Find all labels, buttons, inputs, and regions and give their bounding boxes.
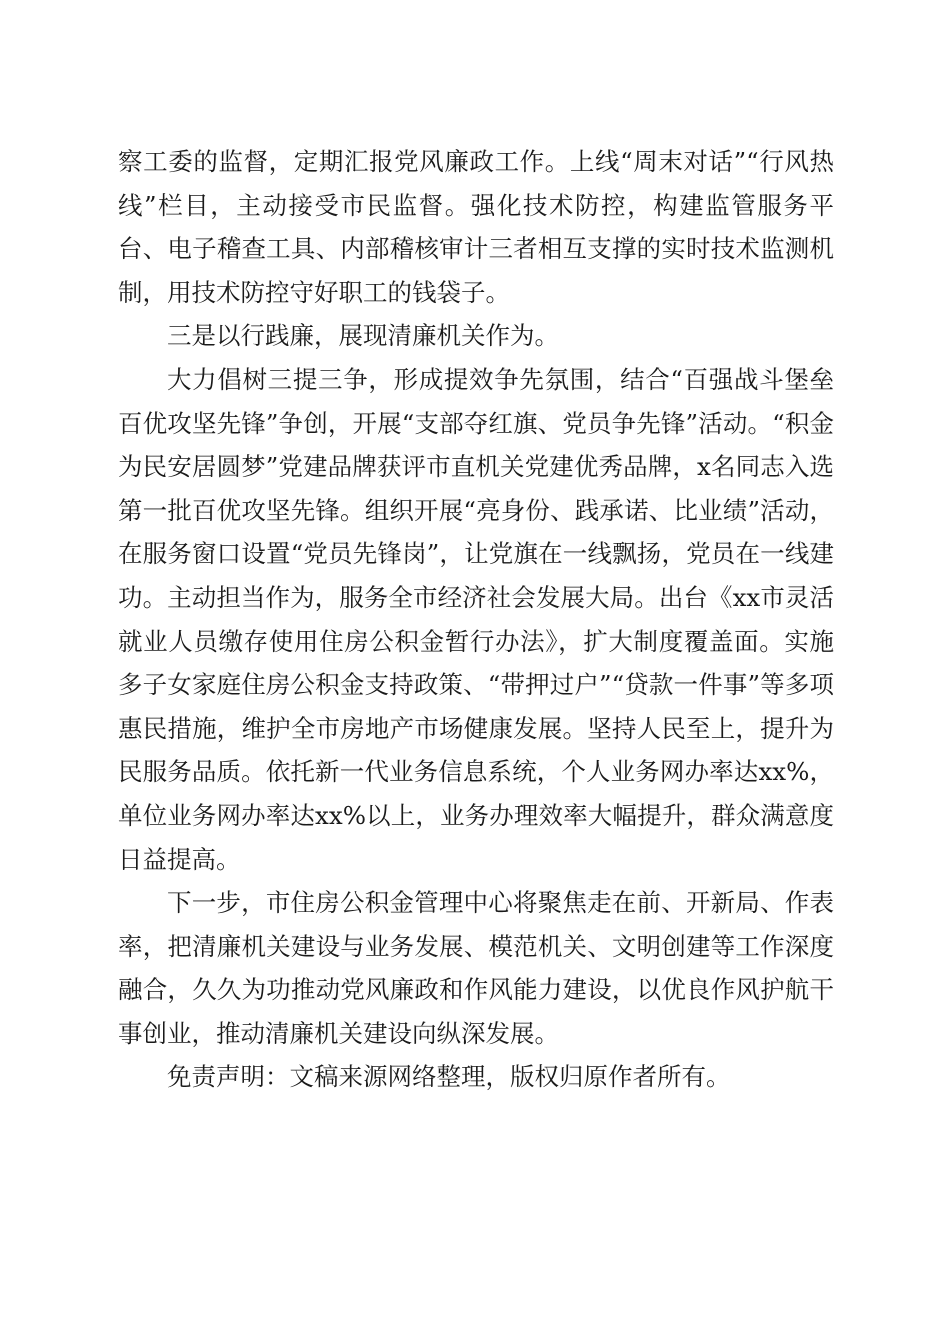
section-heading: 三是以行践廉，展现清廉机关作为。 bbox=[167, 321, 559, 351]
paragraph-practice: 大力倡树三提三争，形成提效争先氛围，结合“百强战斗堡垒百优攻坚先锋”争创，开展“支部夺红旗、党员争先锋”活动。“积金为民安居圆梦”党建品牌获评市直机关党建优秀品牌，x名同志入选第一批百优攻坚先锋。组织开展“亮身份、践承诺、比业绩”活动，在服务窗口设置“党员先锋岗”，让党旗在一线飘扬，党员在一线建功。主动担当作为，服务全市经济社会发展大局。出台《xx市灵活就业人员缴存使用住房公积金暂行办法》，扩大制度覆盖面。实施多子女家庭住房公积金支持政策、“带押过户”“贷款一件事”等多项惠民措施，维护全市房地产市场健康发展。坚持人民至上，提升为民服务品质。依托新一代业务信息系统，个人业务网办率达xx%，单位业务网办率达xx%以上，业务办理效率大幅提升，群众满意度日益提高。 bbox=[118, 364, 834, 874]
document-page bbox=[118, 140, 834, 1099]
disclaimer: 免责声明：文稿来源网络整理，版权归原作者所有。 bbox=[167, 1062, 731, 1092]
paragraph-next-step: 下一步，市住房公积金管理中心将聚焦走在前、开新局、作表率，把清廉机关建设与业务发展、模范机关、文明创建等工作深度融合，久久为功推动党风廉政和作风能力建设，以优良作风护航干事创业，推动清廉机关建设向纵深发展。 bbox=[118, 888, 834, 1048]
paragraph-continued: 察工委的监督，定期汇报党风廉政工作。上线“周末对话”“行风热线”栏目，主动接受市民监督。强化技术防控，构建监管服务平台、电子稽查工具、内部稽核审计三者相互支撑的实时技术监测机制，用技术防控守好职工的钱袋子。 bbox=[118, 147, 834, 307]
